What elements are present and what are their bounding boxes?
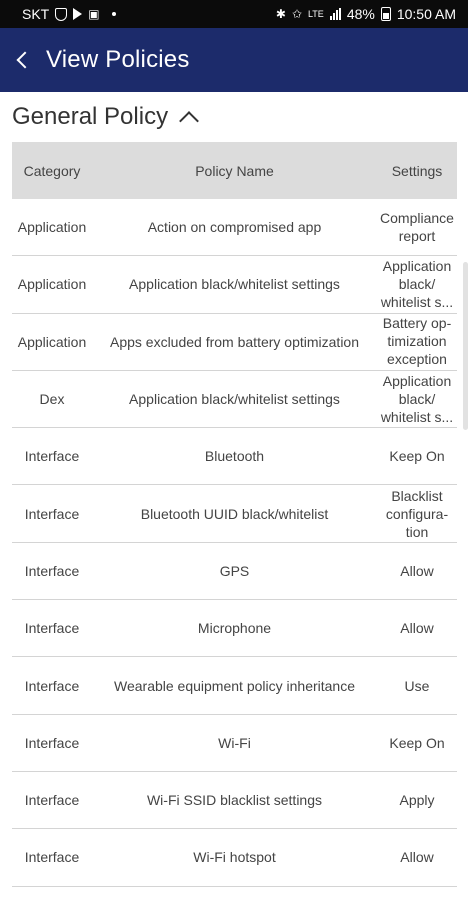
page-title: View Policies <box>46 46 190 73</box>
bluetooth-icon: ✱ <box>275 7 286 21</box>
general-policy-toggle[interactable] <box>0 92 468 142</box>
row-setting: Application black/ whitelist s... <box>380 258 454 311</box>
row-setting: Allow <box>400 562 434 579</box>
row-category: Interface <box>24 734 80 751</box>
table-row[interactable] <box>12 199 457 256</box>
row-policy-name: Apps excluded from battery optimization <box>109 333 359 350</box>
table-row[interactable] <box>12 657 457 714</box>
row-policy-name: Bluetooth <box>204 448 265 465</box>
row-policy-name: Bluetooth UUID black/whitelist <box>140 505 329 522</box>
carrier-label: SKT <box>22 6 50 22</box>
clock: 10:50 AM <box>396 6 456 22</box>
row-policy-name: Microphone <box>197 620 272 637</box>
table-row[interactable] <box>12 428 457 485</box>
row-category: Interface <box>24 448 80 465</box>
scrollbar[interactable] <box>463 262 468 430</box>
table-row[interactable] <box>12 772 457 829</box>
row-category: Interface <box>24 792 80 809</box>
notification-icon: ▣ <box>88 7 100 21</box>
section-title: General Policy <box>12 103 169 130</box>
row-category: Interface <box>24 505 80 522</box>
more-notifications-icon <box>112 12 116 16</box>
row-setting: Application black/ whitelist s... <box>380 373 454 426</box>
row-category: Application <box>17 333 87 350</box>
play-store-icon <box>73 8 82 20</box>
row-policy-name: Wearable equipment policy inheritance <box>114 677 355 694</box>
table-row[interactable] <box>12 715 457 772</box>
header-policy-name: Policy Name <box>195 162 274 179</box>
row-category: Interface <box>24 849 80 866</box>
back-arrow-icon <box>17 52 34 69</box>
battery-percent: 48% <box>346 6 375 22</box>
row-category: Dex <box>39 391 65 408</box>
table-row[interactable] <box>12 485 457 542</box>
policy-table <box>12 142 457 887</box>
row-policy-name: Application black/whitelist settings <box>129 391 340 408</box>
row-policy-name: GPS <box>219 562 250 579</box>
chevron-up-icon <box>179 111 199 131</box>
status-right <box>276 6 456 22</box>
row-category: Application <box>17 219 87 236</box>
row-setting: Apply <box>399 792 435 809</box>
row-category: Application <box>17 276 87 293</box>
table-row[interactable] <box>12 829 457 886</box>
row-category: Interface <box>24 677 80 694</box>
row-setting: Allow <box>400 620 434 637</box>
row-setting: Keep On <box>389 448 445 465</box>
row-setting: Use <box>404 677 430 694</box>
header-category: Category <box>23 162 81 179</box>
row-policy-name: Wi-Fi <box>218 734 251 751</box>
table-row[interactable] <box>12 600 457 657</box>
table-row[interactable] <box>12 314 457 371</box>
header-settings: Settings <box>391 162 443 179</box>
table-row[interactable] <box>12 371 457 428</box>
row-setting: Allow <box>400 849 434 866</box>
row-policy-name: Action on compromised app <box>147 219 322 236</box>
table-row[interactable] <box>12 543 457 600</box>
back-button[interactable] <box>12 49 34 71</box>
row-category: Interface <box>24 562 80 579</box>
row-setting: Battery op- timization exception <box>382 314 452 367</box>
table-row[interactable] <box>12 256 457 313</box>
shield-icon <box>55 8 67 21</box>
row-policy-name: Wi-Fi SSID blacklist settings <box>146 792 323 809</box>
mute-icon: ✩ <box>291 7 302 21</box>
signal-icon <box>330 8 341 20</box>
app-bar <box>0 28 468 92</box>
table-header <box>12 142 457 199</box>
row-category: Interface <box>24 620 80 637</box>
row-policy-name: Wi-Fi hotspot <box>193 849 276 866</box>
status-left <box>22 6 116 22</box>
network-type-label: LTE <box>307 8 324 19</box>
row-setting: Blacklist configura- tion <box>385 487 449 540</box>
row-setting: Keep On <box>389 734 445 751</box>
row-setting: Compliance report <box>380 210 454 245</box>
status-bar <box>0 0 468 28</box>
row-policy-name: Application black/whitelist settings <box>129 276 340 293</box>
battery-icon <box>381 7 391 21</box>
